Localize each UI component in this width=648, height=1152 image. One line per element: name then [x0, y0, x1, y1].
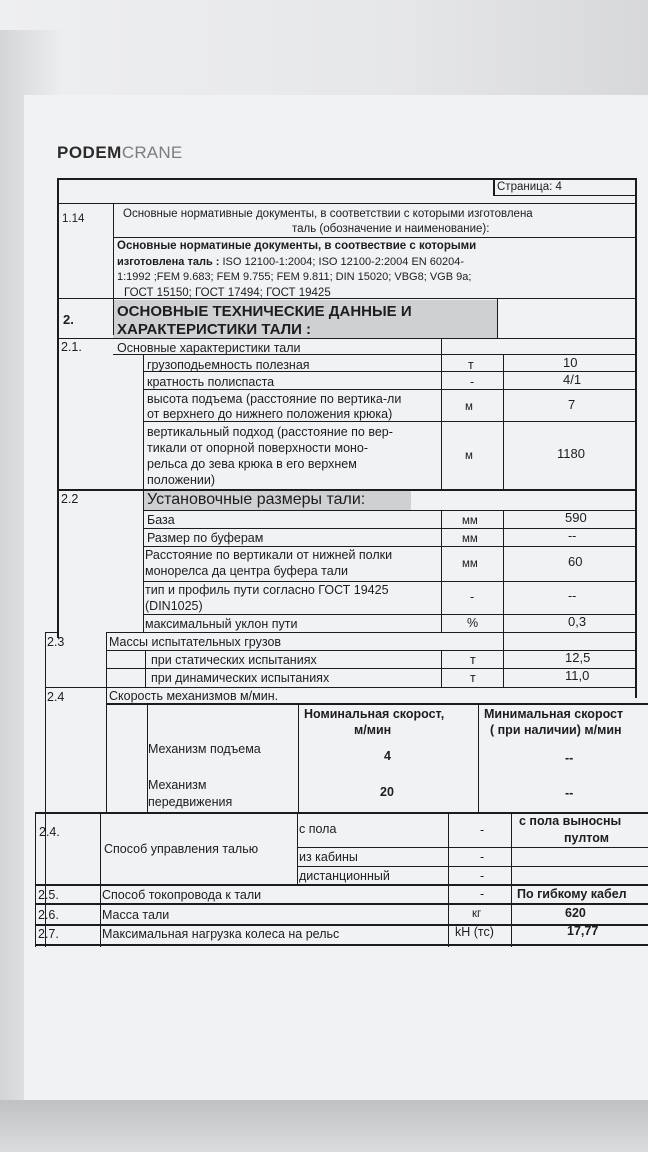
static-test-value: 12,5 — [565, 650, 591, 665]
buffer-size-unit: мм — [462, 533, 478, 545]
capacity-unit: т — [468, 358, 474, 372]
hoist-mass-value: 620 — [565, 906, 586, 920]
section-2-2-number: 2.2 — [61, 492, 79, 506]
section-2-title-line1: ОСНОВНЫЕ ТЕХНИЧЕСКИЕ ДАННЫЕ И — [117, 303, 412, 320]
section-2-2-title: Установочные размеры тали: — [147, 491, 366, 508]
dynamic-test-unit: т — [470, 671, 476, 685]
static-test-label: при статических испытаниях — [151, 653, 317, 667]
min-speed-header-2: ( при наличии) м/мин — [490, 723, 622, 737]
wheel-load-value: 17,77 — [567, 924, 599, 938]
section-2-4-title: Скорость механизмов м/мин. — [109, 689, 279, 703]
hoist-mass-label: Масса тали — [102, 908, 170, 922]
track-slope-value: 0,3 — [568, 614, 587, 629]
buffer-distance-label-2: монорелса да центра буфера тали — [145, 564, 348, 578]
section-2-title-line2: ХАРАКТЕРИСТИКИ ТАЛИ : — [117, 321, 312, 338]
top-background — [0, 0, 648, 95]
control-cabin-dash: - — [480, 850, 485, 864]
static-test-unit: т — [470, 653, 476, 667]
control-remote-dash: - — [480, 869, 485, 883]
track-profile-value: -- — [568, 589, 577, 603]
control-cabin-label: из кабины — [299, 850, 358, 864]
approach-value: 1180 — [557, 446, 585, 461]
approach-label-3: рельса до зева крюка в его верхнем — [147, 457, 357, 471]
buffer-distance-value: 60 — [568, 554, 583, 569]
track-profile-label-1: тип и профиль пути согласно ГОСТ 19425 — [145, 583, 389, 597]
lift-height-label-1: высота подъема (расстояние по вертика-ли — [147, 392, 402, 406]
buffer-size-label: Размер по буферам — [147, 531, 264, 545]
capacity-label: грузоподьемность полезная — [147, 358, 310, 372]
travel-min-speed: -- — [565, 786, 574, 800]
hoist-mass-unit: кг — [472, 908, 482, 920]
section-2-4-number: 2.4 — [47, 690, 65, 704]
wheel-load-unit: kH (тс) — [455, 925, 494, 939]
section-2-number: 2. — [63, 312, 74, 327]
track-profile-label-2: (DIN1025) — [145, 599, 203, 613]
section-2-1-number: 2.1. — [61, 340, 82, 354]
control-remote-label: дистанционный — [299, 869, 390, 883]
approach-label-1: вертикальный подход (расстояние по вер- — [147, 425, 393, 439]
track-slope-label: максимальный уклон пути — [145, 617, 298, 631]
dynamic-test-label: при динамических испытаниях — [151, 671, 330, 685]
approach-label-2: тикали от опорной поверхности моно- — [147, 441, 369, 455]
nominal-speed-header-2: м/мин — [354, 723, 392, 737]
hoist-mechanism-label: Механизм подъема — [148, 742, 261, 756]
section-2-6-number: 2.6. — [38, 908, 59, 922]
wheel-load-label: Максимальная нагрузка колеса на рельс — [102, 927, 340, 941]
dynamic-test-value: 11,0 — [565, 668, 590, 683]
reeving-label: кратность полиспаста — [147, 375, 275, 389]
hoist-min-speed: -- — [565, 751, 574, 765]
section-2-4b-number: 2.4. — [39, 825, 60, 839]
approach-unit: м — [465, 450, 473, 462]
section-1-14-number: 1.14 — [62, 213, 85, 225]
reeving-value: 4/1 — [563, 372, 582, 387]
reeving-unit: - — [470, 375, 475, 389]
section-2-3-number: 2.3 — [47, 635, 65, 649]
bottom-background — [0, 1100, 648, 1152]
section-1-14-title-line1: Основные нормативные документы, в соответствии с которыми изготовлена — [123, 208, 533, 220]
section-1-14-value-line3: 1:1992 ;FEM 9.683; FEM 9.755; FEM 9.811; DIN 15020; VBG8; VGB 9a; — [117, 271, 472, 283]
buffer-distance-unit: мм — [462, 558, 478, 570]
control-floor-value-2: пултом — [564, 831, 609, 845]
approach-label-4: положении) — [147, 473, 216, 487]
travel-nominal-speed: 20 — [380, 785, 394, 799]
buffer-distance-label-1: Расстояние по вертикали от нижней полки — [145, 548, 393, 562]
power-supply-unit: - — [480, 887, 485, 901]
travel-mechanism-label-1: Механизм — [148, 778, 207, 792]
lift-height-value: 7 — [568, 397, 576, 412]
control-floor-label: с пола — [299, 822, 337, 836]
company-logo: PODEMCRANE — [57, 143, 183, 162]
hoist-nominal-speed: 4 — [384, 749, 391, 763]
base-value: 590 — [565, 510, 587, 525]
capacity-value: 10 — [563, 355, 578, 370]
page-number-label: Страница: 4 — [497, 181, 562, 193]
control-floor-value-1: с пола выносны — [519, 814, 622, 828]
lift-height-unit: м — [465, 401, 473, 413]
buffer-size-value: -- — [568, 529, 577, 543]
section-2-3-title: Массы испытательных грузов — [109, 635, 282, 649]
min-speed-header-1: Минимальная скорост — [484, 707, 624, 721]
track-profile-unit: - — [470, 590, 475, 604]
section-1-14-value-line1: Основные норматиные документы, в соотвествие с которыми — [117, 240, 477, 252]
power-supply-value: По гибкому кабел — [517, 887, 627, 901]
travel-mechanism-label-2: передвижения — [148, 795, 233, 809]
section-2-5-number: 2.5. — [38, 888, 59, 902]
lift-height-label-2: от верхнего до нижнего положения крюка) — [147, 407, 393, 421]
section-1-14-value-line2: изготовлена таль : ISO 12100-1:2004; ISO 12100-2:2004 EN 60204- — [117, 256, 465, 268]
section-2-7-number: 2.7. — [38, 927, 59, 941]
track-slope-unit: % — [467, 616, 479, 630]
base-unit: мм — [462, 515, 478, 527]
control-floor-dash: - — [480, 823, 485, 837]
power-supply-label: Способ токопровода к тали — [102, 888, 262, 902]
section-1-14-title-line2: таль (обозначение и наименование): — [292, 223, 490, 235]
nominal-speed-header-1: Номинальная скорост, — [304, 707, 445, 721]
section-2-1-title: Основные характеристики тали — [117, 341, 301, 355]
control-method-label: Способ управления талью — [104, 842, 259, 856]
section-1-14-value-line4: ГОСТ 15150; ГОСТ 17494; ГОСТ 19425 — [124, 287, 331, 299]
base-label: База — [147, 513, 175, 527]
